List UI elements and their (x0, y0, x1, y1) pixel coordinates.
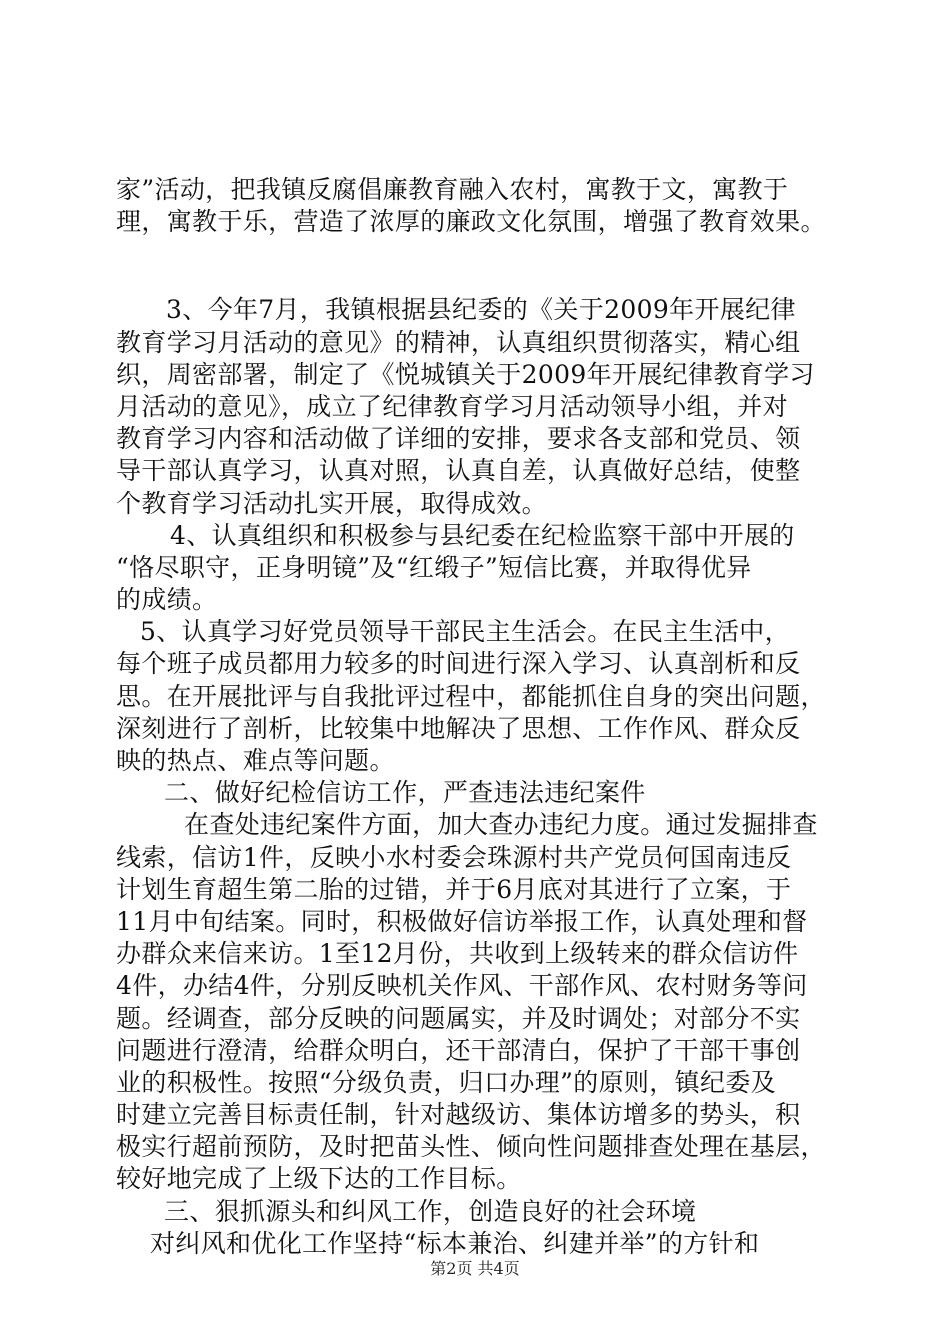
text-line: 题。经调查，部分反映的问题属实，并及时调处；对部分不实 (116, 1003, 801, 1033)
text-line: 4件，办结4件，分别反映机关作风、干部作风、农村财务等问 (116, 971, 808, 1001)
text-line: 每个班子成员都用力较多的时间进行深入学习、认真剖析和反 (116, 649, 801, 679)
paragraph-7-first-line: 对纠风和优化工作坚持“标本兼治、纠建并举”的方针和 (150, 1228, 760, 1258)
paragraph-5-first-line: 5、认真学习好党员领导干部民主生活会。在民主生活中， (140, 617, 791, 647)
text-line: “恪尽职守，正身明镜”及“红缎子”短信比赛，并取得优异 (116, 552, 752, 582)
text-line: 办群众来信来访。1至12月份，共收到上级转来的群众信访件 (116, 939, 799, 969)
text-line: 极实行超前预防，及时把苗头性、倾向性问题排查处理在基层， (116, 1132, 826, 1162)
text-line: 思。在开展批评与自我批评过程中，都能抓住自身的突出问题， (116, 681, 826, 711)
text-line: 较好地完成了上级下达的工作目标。 (116, 1164, 522, 1194)
text-line: 织，周密部署，制定了《悦城镇关于2009年开展纪律教育学习 (116, 359, 815, 389)
document-body (116, 174, 840, 1260)
section-heading-2: 二、做好纪检信访工作，严查违法违纪案件 (164, 778, 646, 808)
paragraph-gap (116, 238, 840, 294)
text-line: 映的热点、难点等问题。 (116, 746, 395, 775)
paragraph-6-first-line: 在查处违纪案件方面，加大查办违纪力度。通过发掘排查 (184, 810, 818, 840)
text-line: 线索，信访1件，反映小水村委会珠源村共产党员何国南违反 (116, 842, 792, 872)
text-line: 导干部认真学习，认真对照，认真自差，认真做好总结，使整 (116, 456, 801, 486)
text-line: 教育学习月活动的意见》的精神，认真组织贯彻落实，精心组 (116, 327, 801, 357)
text-line: 业的积极性。按照“分级负责，归口办理”的原则，镇纪委及 (116, 1067, 777, 1097)
text-line: 深刻进行了剖析，比较集中地解决了思想、工作作风、群众反 (116, 713, 801, 743)
page-footer: 第2页 共4页 (430, 1259, 520, 1278)
paragraph-4-first-line: 4、认真组织和积极参与县纪委在纪检监察干部中开展的 (170, 520, 795, 550)
paragraph-3-first-line: 3、今年7月，我镇根据县纪委的《关于2009年开展纪律 (166, 295, 796, 325)
text-line: 问题进行澄清，给群众明白，还干部清白，保护了干部干事创 (116, 1035, 801, 1065)
text-line: 11月中旬结案。同时，积极做好信访举报工作，认真处理和督 (116, 906, 808, 936)
text-line: 的成绩。 (116, 585, 218, 615)
text-line: 个教育学习活动扎实开展，取得成效。 (116, 488, 547, 518)
text-line: 时建立完善目标责任制，针对越级访、集体访增多的势头，积 (116, 1100, 801, 1130)
text-line: 计划生育超生第二胎的过错，并于6月底对其进行了立案，于 (116, 874, 792, 904)
text-line: 月活动的意见》，成立了纪律教育学习月活动领导小组，并对 (116, 391, 788, 421)
text-line: 家”活动，把我镇反腐倡廉教育融入农村，寓教于文，寓教于 (116, 175, 789, 204)
section-heading-3: 三、狠抓源头和纠风工作，创造良好的社会环境 (164, 1196, 697, 1226)
text-line: 理，寓教于乐，营造了浓厚的廉政文化氛围，增强了教育效果。 (116, 207, 826, 237)
text-line: 教育学习内容和活动做了详细的安排，要求各支部和党员、领 (116, 424, 801, 454)
